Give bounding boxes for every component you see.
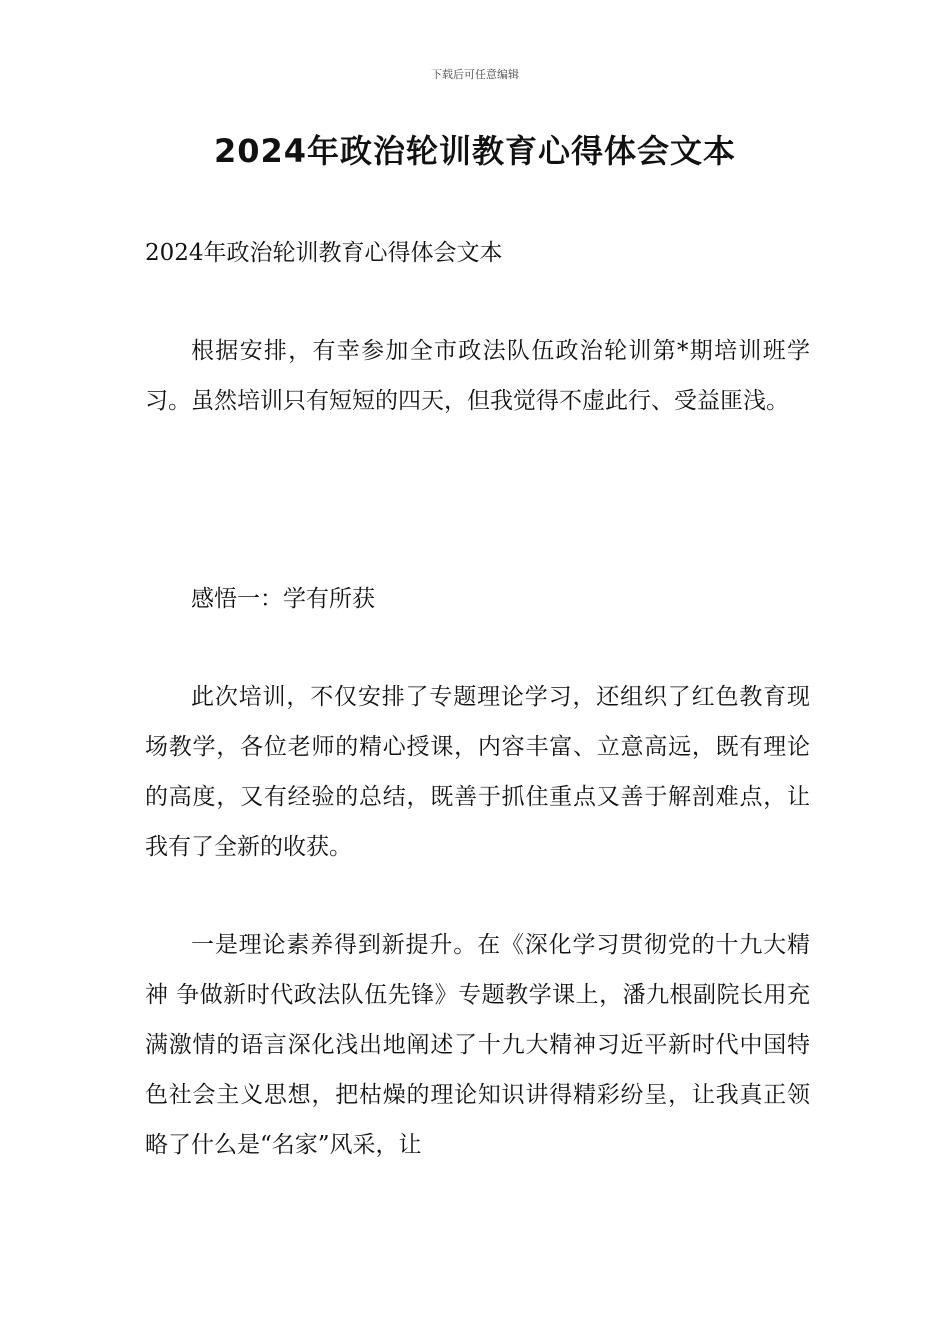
document-body <box>145 228 810 1170</box>
paragraph-training: 此次培训，不仅安排了专题理论学习，还组织了红色教育现场教学，各位老师的精心授课，内容丰富、立意高远，既有理论的高度，又有经验的总结，既善于抓住重点又善于解剖难点，让我有了全新的收获。 <box>145 684 810 860</box>
document-title: 2024年政治轮训教育心得体会文本 <box>213 132 737 170</box>
paragraph-theory: 一是理论素养得到新提升。在《深化学习贯彻党的十九大精神 争做新时代政法队伍先锋》专题教学课上，潘九根副院长用充满激情的语言深化浅出地阐述了十九大精神习近平新时代中国特色社会主义思想，把枯燥的理论知识讲得精彩纷呈，让我真正领略了什么是“名家”风采，让 <box>145 932 810 1158</box>
header-note: 下载后可任意编辑 <box>431 68 519 81</box>
paragraph-intro: 根据安排，有幸参加全市政法队伍政治轮训第*期培训班学习。虽然培训只有短短的四天，但我觉得不虚此行、受益匪浅。 <box>145 338 810 414</box>
section-heading: 感悟一：学有所获 <box>191 586 375 612</box>
document-subtitle: 2024年政治轮训教育心得体会文本 <box>145 240 503 266</box>
